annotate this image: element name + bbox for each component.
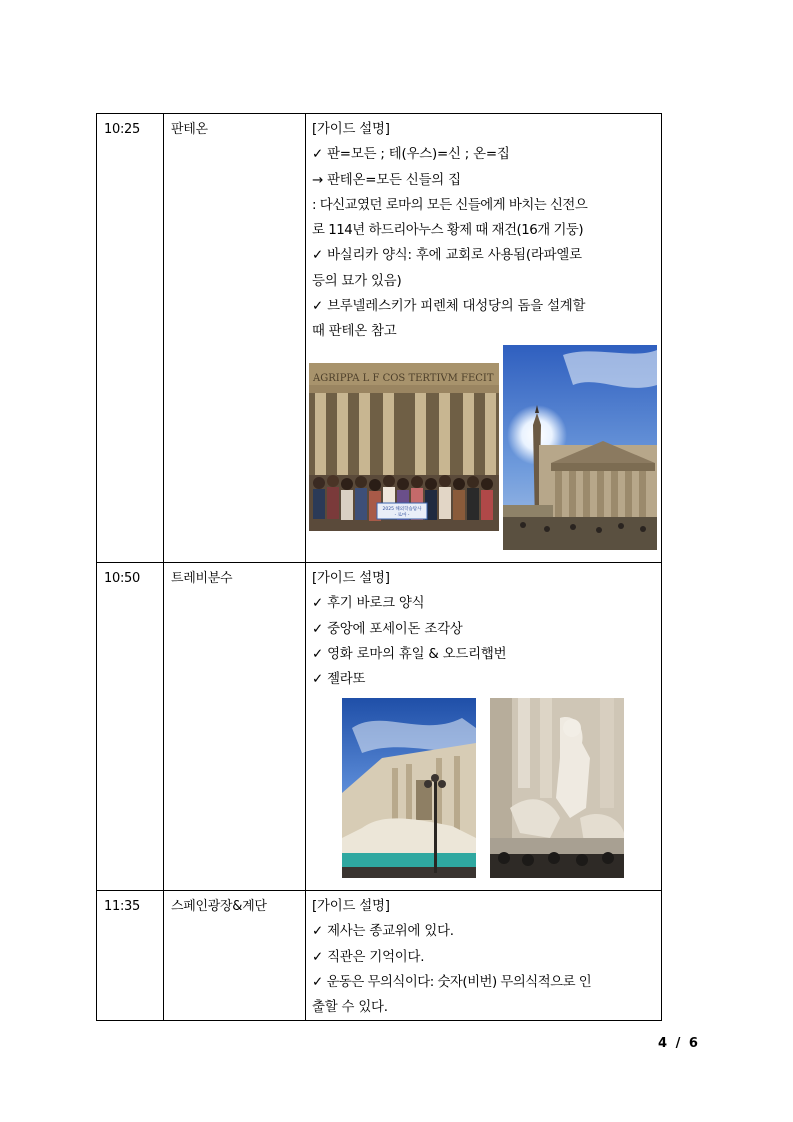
desc-line: 때 판테온 참고 <box>312 324 397 340</box>
desc-line: 등의 묘가 있음) <box>312 273 402 289</box>
desc-line: ✓ 영화 로마의 휴일 & 오드리햅번 <box>312 646 507 662</box>
desc-line: ✓ 판=모든 ; 테(우스)=신 ; 온=집 <box>312 147 510 163</box>
place-cell <box>164 114 306 563</box>
table-row <box>97 891 662 1021</box>
desc-line: → 판테온=모든 신들의 집 <box>312 172 461 188</box>
time-cell <box>97 563 164 891</box>
description-cell <box>306 891 662 1021</box>
place-cell <box>164 891 306 1021</box>
page-number: 4 / 6 <box>658 1036 698 1051</box>
description-text <box>306 114 661 345</box>
desc-line: : 다신교였던 로마의 모든 신들에게 바치는 신전으 <box>312 197 588 213</box>
group-banner-subtitle: - 로마 - <box>394 512 410 518</box>
pantheon-obelisk-photo <box>503 345 657 550</box>
time-text: 11:35 <box>104 899 140 914</box>
desc-line: 로 114년 하드리아누스 황제 때 재건(16개 기둥) <box>312 223 584 239</box>
desc-line: ✓ 제사는 종교위에 있다. <box>312 924 454 940</box>
time-cell <box>97 114 164 563</box>
pantheon-inscription: AGRIPPA L F COS TERTIVM FECIT <box>313 372 494 384</box>
desc-line: 출할 수 있다. <box>312 1000 388 1016</box>
trevi-fountain-photo <box>342 698 476 878</box>
desc-line: ✓ 후기 바로크 양식 <box>312 596 425 612</box>
desc-line: [가이드 설명] <box>312 899 390 914</box>
group-banner-title: 2025 해외학습탐사 <box>382 506 422 512</box>
description-text <box>306 563 661 692</box>
desc-line: ✓ 바실리카 양식: 후에 교회로 사용됨(라파엘로 <box>312 248 582 264</box>
place-text: 트레비분수 <box>171 571 233 586</box>
time-text: 10:50 <box>104 571 140 586</box>
table-row <box>97 563 662 891</box>
time-text: 10:25 <box>104 122 140 137</box>
description-cell <box>306 114 662 563</box>
desc-line: ✓ 운동은 무의식이다: 숫자(비번) 무의식적으로 인 <box>312 974 592 990</box>
place-text: 판테온 <box>171 122 208 137</box>
pantheon-group-photo <box>309 363 499 531</box>
place-cell <box>164 563 306 891</box>
description-cell <box>306 563 662 891</box>
desc-line: ✓ 젤라또 <box>312 672 366 688</box>
desc-line: [가이드 설명] <box>312 122 390 137</box>
poseidon-statue-photo <box>490 698 624 878</box>
desc-line: ✓ 직관은 기억이다. <box>312 949 425 965</box>
place-text: 스페인광장&계단 <box>171 899 267 914</box>
table-row <box>97 114 662 563</box>
desc-line: [가이드 설명] <box>312 571 390 586</box>
itinerary-table <box>96 113 662 1021</box>
description-text <box>306 891 661 1020</box>
desc-line: ✓ 브루넬레스키가 피렌체 대성당의 돔을 설계할 <box>312 299 586 315</box>
desc-line: ✓ 중앙에 포세이돈 조각상 <box>312 621 463 637</box>
time-cell <box>97 891 164 1021</box>
